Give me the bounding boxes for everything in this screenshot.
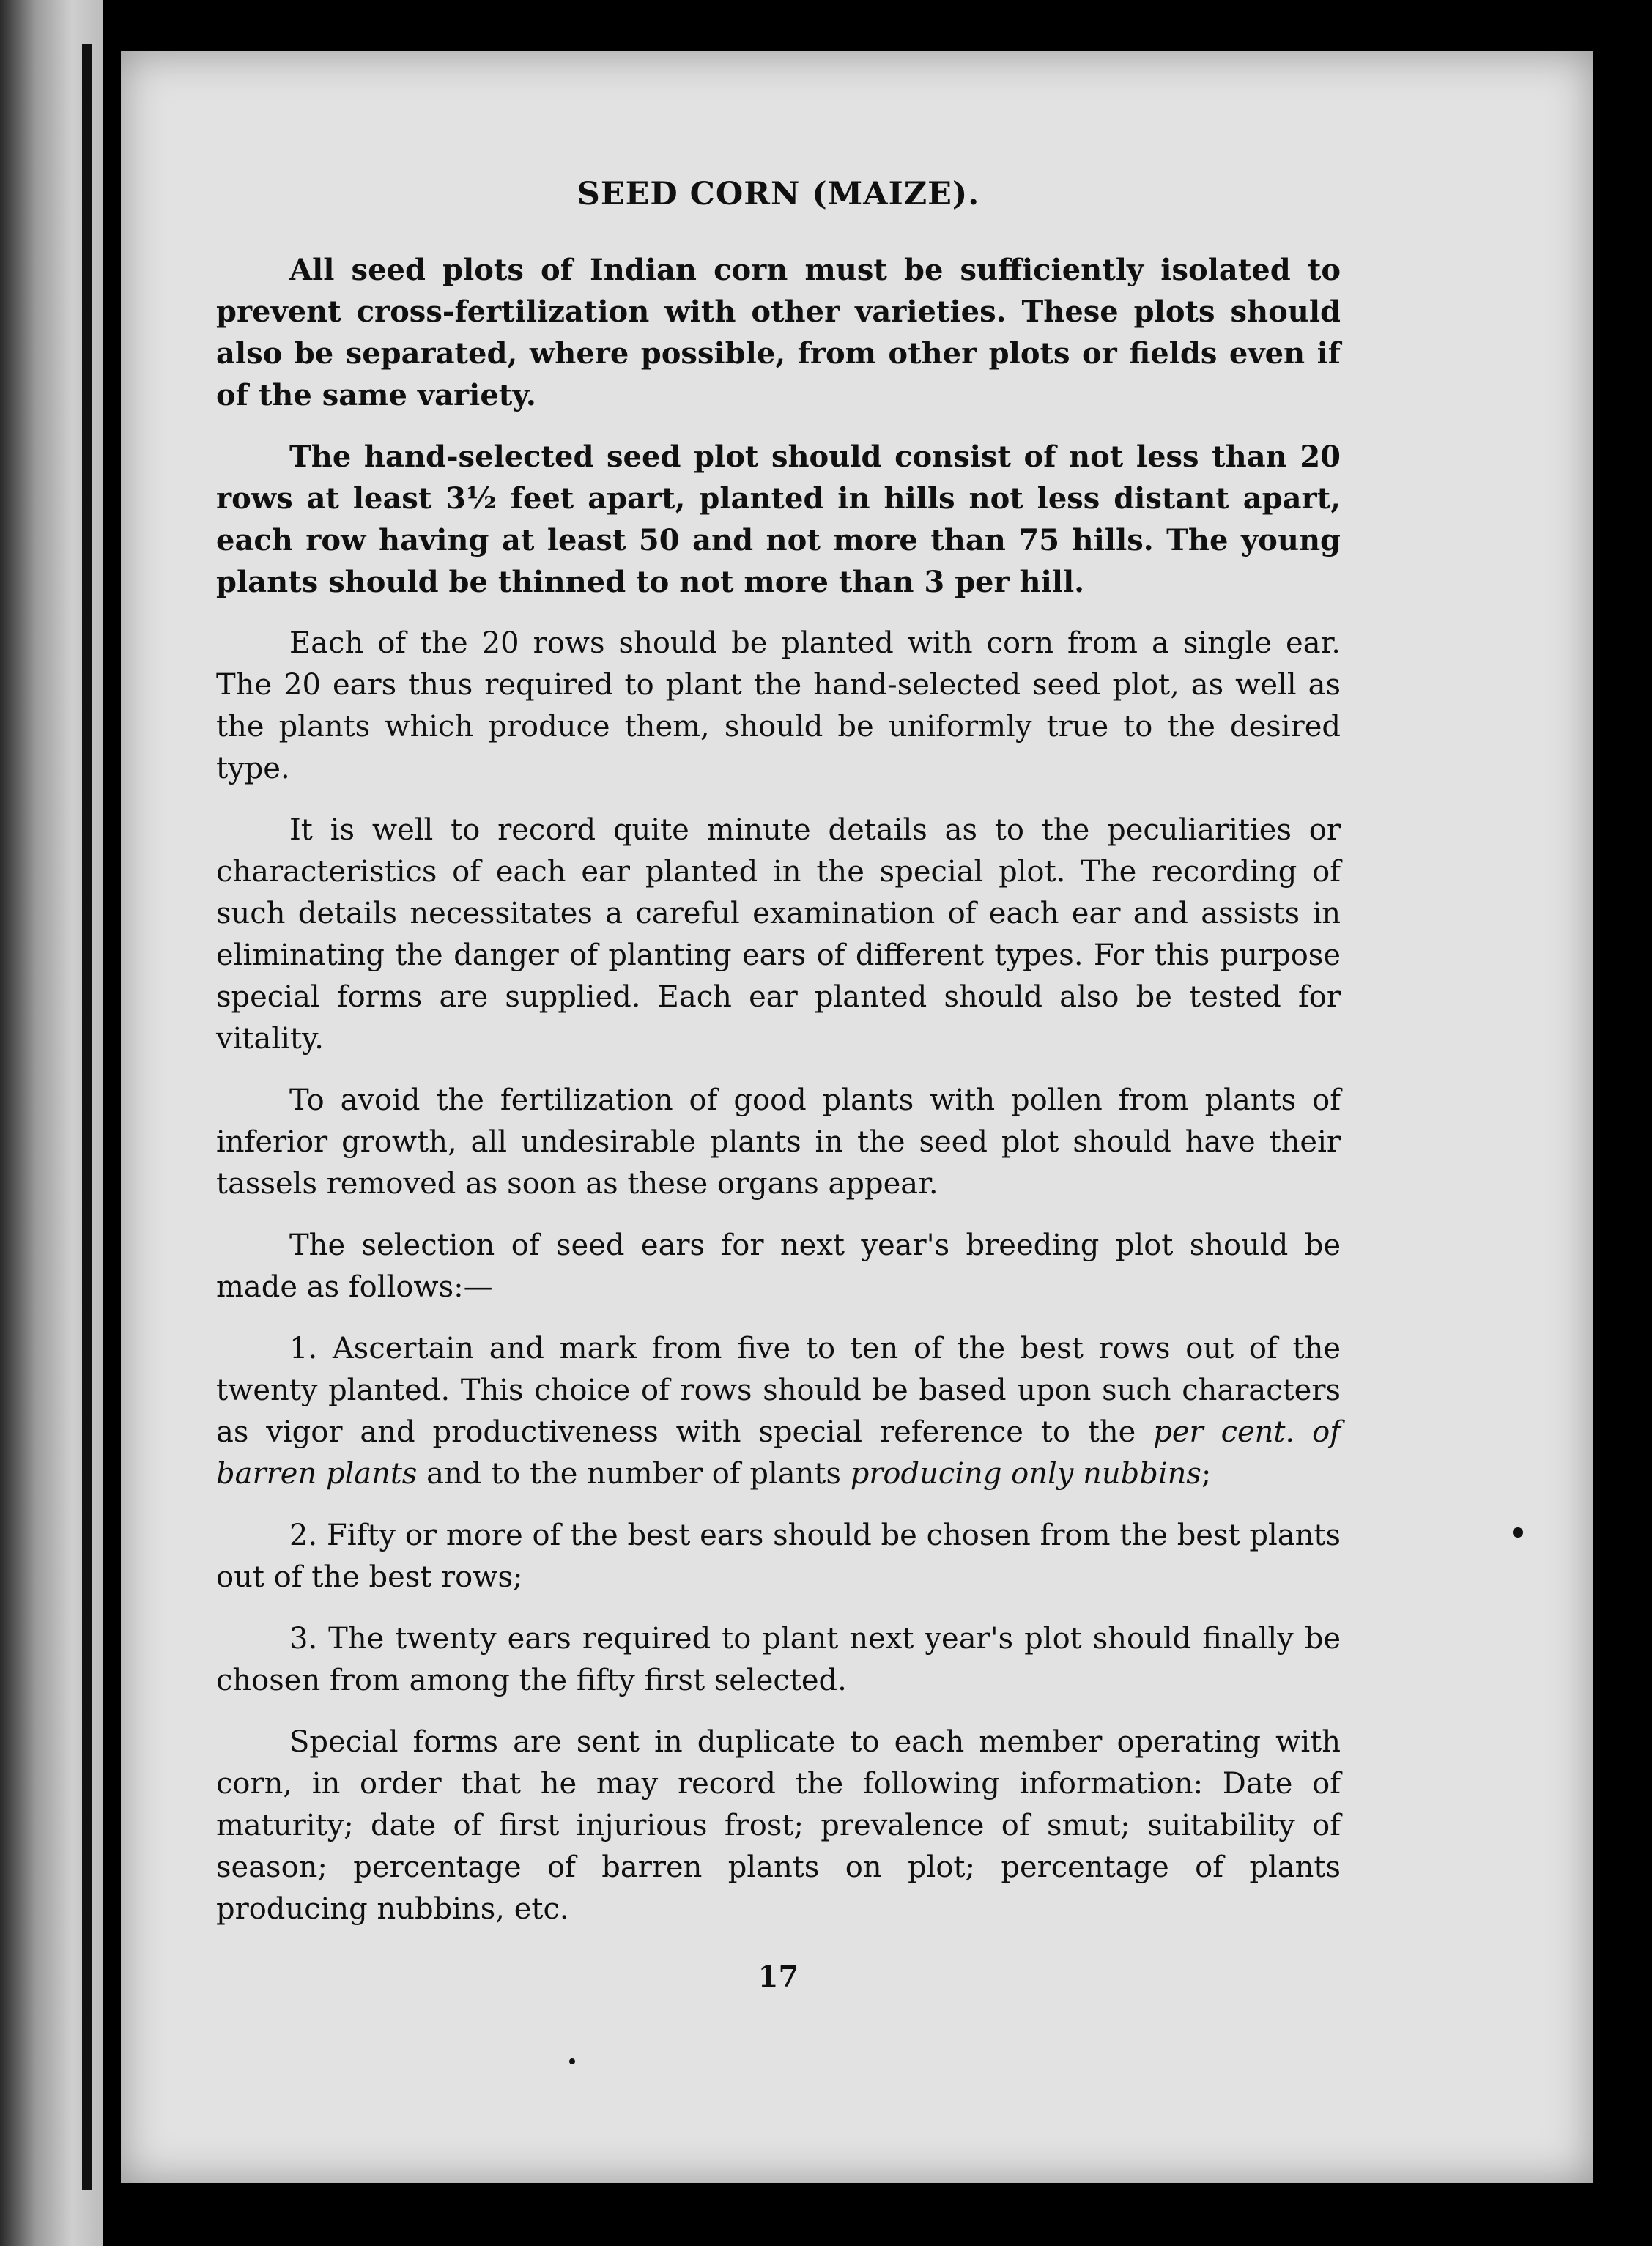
list-item-1-text-end: ; — [1201, 1457, 1212, 1491]
print-speck — [1513, 1527, 1523, 1538]
list-item-3: 3. The twenty ears required to plant next year's plot should finally be chosen from among the fifty first selected. — [216, 1622, 1341, 1697]
list-item-2: 2. Fifty or more of the best ears should be chosen from the best plants out of the best rows; — [216, 1519, 1341, 1594]
list-item-1-emphasis-barren: per cent. of barren plants — [216, 1415, 1341, 1491]
list-item-1-text-middle: and to the number of plants — [417, 1457, 851, 1491]
print-speck — [569, 2058, 575, 2064]
paragraph-isolation: All seed plots of Indian corn must be sufficiently isolated to prevent cross-fertilization with other varieties. These plots should also be separated, where possible, from other plots or fields even if of the same variety. — [216, 253, 1341, 412]
paragraph-selection-intro: The selection of seed ears for next year's breeding plot should be made as follows:— — [216, 1228, 1341, 1304]
paragraph-seed-plot: The hand-selected seed plot should consist of not less than 20 rows at least 3½ feet apart, planted in hills not less distant apart, each row having at least 50 and not more than 75 hills. The young plants should be thinned to not more than 3 per hill. — [216, 440, 1341, 599]
list-item-1-text: 1. Ascertain and mark from five to ten of the best rows out of the twenty planted. This choice of rows should be based upon such characters as vigor and productiveness with special reference to the — [216, 1332, 1341, 1449]
paragraph-rows: Each of the 20 rows should be planted with corn from a single ear. The 20 ears thus required to plant the hand-selected seed plot, as well as the plants which produce them, should be uniformly true to the desired type. — [216, 626, 1341, 785]
page-title: SEED CORN (MAIZE). — [577, 176, 980, 212]
paragraph-special-forms: Special forms are sent in duplicate to each member operating with corn, in order that he may record the following information: Date of maturity; date of first injurious frost; prevalence of smut; suitability of season; percentage of barren plants on plot; percentage of plants producing nubbins, etc. — [216, 1725, 1341, 1926]
paragraph-pollen: To avoid the fertilization of good plants with pollen from plants of inferior growth, all undesirable plants in the seed plot should have their tassels removed as soon as these organs appear. — [216, 1083, 1341, 1201]
paragraph-records: It is well to record quite minute details as to the peculiarities or characteristics of each ear planted in the special plot. The recording of such details necessitates a careful examination of each ear and assists in eliminating the danger of planting ears of different types. For this purpose special forms are supplied. Each ear planted should also be tested for vitality. — [216, 813, 1341, 1056]
page-content — [216, 176, 1341, 1994]
list-item-1 — [216, 1328, 1341, 1495]
page-number: 17 — [758, 1960, 799, 1994]
binding-shadow — [82, 44, 92, 2190]
list-item-1-emphasis-nubbins: producing only nubbins — [850, 1457, 1201, 1491]
